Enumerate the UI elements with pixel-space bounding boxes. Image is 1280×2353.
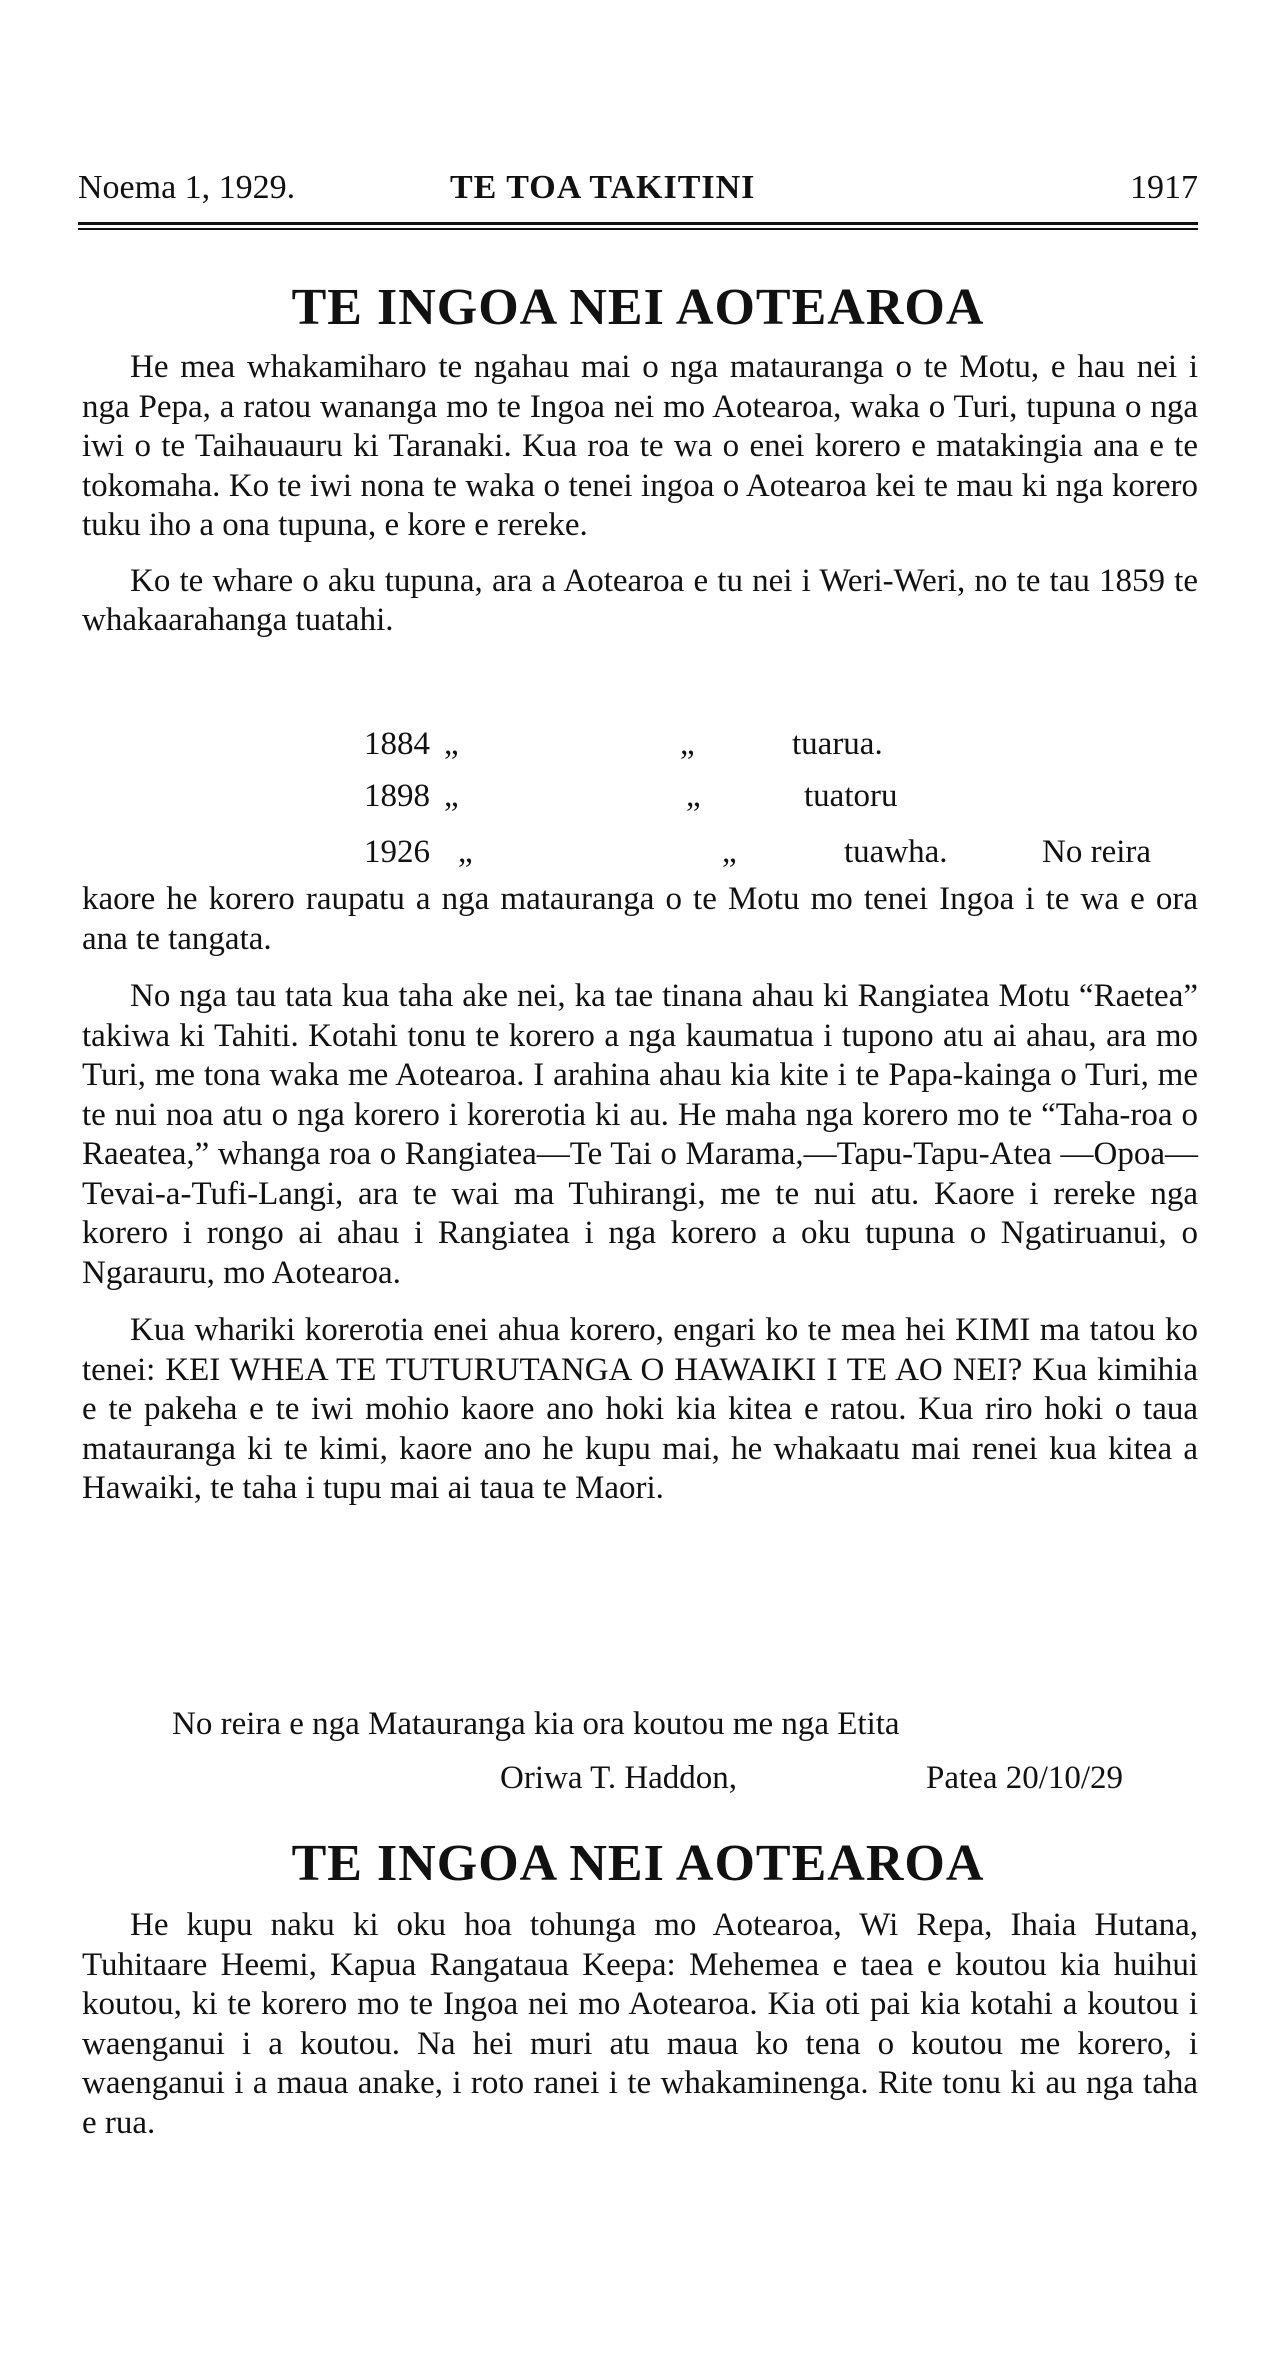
year-row-2: [82, 776, 1198, 816]
ditto-mark: „: [458, 834, 473, 870]
page-header: [78, 164, 1198, 212]
closing-line: No reira e nga Matauranga kia ora koutou me nga Etita: [172, 1706, 900, 1742]
article1-para4: No nga tau tata kua taha ake nei, ka tae tinana ahau ki Rangiatea Motu “Raetea” takiwa ki Tahiti. Kotahi tonu te korero a nga kaumatua i tupono atu ai ahau, ara mo Turi, me tona waka me Aotearoa. I arahina ahau kia kite i te Papa-kainga o Turi, me te nui noa atu o nga korero i korerotia ki au. He maha nga korero mo te “Taha-roa o Raeatea,” whanga roa o Rangiatea—Te Tai o Marama,—Tapu-Tapu-Atea —Opoa—Tevai-a-Tufi-Langi, ara te wai ma Tuhirangi, me te nui atu. Kaore i rereke nga korero i rongo ai ahau i Rangiatea i nga korero a oku tupuna o Ngatiruanui, o Ngarauru, mo Aotearoa.: [82, 978, 1198, 1291]
ditto-mark: „: [680, 726, 695, 762]
ditto-mark: „: [722, 834, 737, 870]
author-place-date: Patea 20/10/29: [926, 1760, 1124, 1796]
article1-body-bottom: [82, 880, 1198, 1523]
newspaper-title: TE TOA TAKITINI: [450, 169, 756, 206]
author-name: Oriwa T. Haddon,: [500, 1760, 738, 1796]
year-row-3: [82, 832, 1198, 872]
continuation-text: No reira: [1042, 834, 1152, 870]
ordinal-tuarua: tuarua.: [792, 726, 883, 762]
article2-title: TE INGOA NEI AOTEAROA: [291, 1835, 985, 1892]
year-1898: 1898: [364, 778, 430, 814]
issue-date: Noema 1, 1929.: [78, 169, 296, 206]
year-row-1: [82, 724, 1198, 764]
year-1884: 1884: [364, 726, 430, 762]
article2-para1: He kupu naku ki oku hoa tohunga mo Aotearoa, Wi Repa, Ihaia Hutana, Tuhitaare Heemi, Kapua Rangataua Keepa: Mehemea e taea e koutou kia huihui koutou, ki te korero mo te Ingoa nei mo Aotearoa. Kia oti pai kia kotahi a koutou i waenganui i a koutou. Na hei muri atu maua ko tena o koutou me korero, i waenganui i a maua anake, i roto ranei i te whakaminenga. Rite tonu ki au nga taha e rua.: [82, 1907, 1198, 2141]
ditto-mark: „: [444, 778, 459, 814]
article1-title: TE INGOA NEI AOTEAROA: [291, 279, 985, 336]
article1-para3: kaore he korero raupatu a nga matauranga o te Motu mo tenei Ingoa i te wa e ora ana te tangata.: [82, 881, 1198, 957]
ditto-mark: „: [686, 778, 701, 814]
article1-para1: He mea whakamiharo te ngahau mai o nga matauranga o te Motu, e hau nei i nga Pepa, a ratou wananga mo te Ingoa nei mo Aotearoa, waka o Turi, tupuna o nga iwi o te Taihauauru ki Taranaki. Kua roa te wa o enei korero e matakingia ana e te tokomaha. Ko te iwi nona te waka o tenei ingoa o Aotearoa kei te mau ki nga korero tuku iho a ona tupuna, e kore e rereke.: [82, 349, 1198, 543]
header-rule: [78, 222, 1198, 230]
ordinal-tuatoru: tuatoru: [804, 778, 898, 814]
article2-body: [82, 1906, 1198, 2143]
year-1926: 1926: [364, 834, 430, 870]
article1-para5: Kua whariki korerotia enei ahua korero, engari ko te mea hei KIMI ma tatou ko tenei: KEI WHEA TE TUTURUTANGA O HAWAIKI I TE AO NEI? Kua kimihia e te pakeha e te iwi mohio kaore ano hoki kia kitea e ratou. Kua riro hoki o taua matauranga ki te kimi, kaore ano he kupu mai, he whakaatu mai renei kua kitea a Hawaiki, te taha i tupu mai ai taua te Maori.: [82, 1312, 1198, 1506]
article1-body-top: [82, 348, 1198, 641]
ordinal-tuawha: tuawha.: [844, 834, 948, 870]
ditto-mark: „: [444, 726, 459, 762]
page-number: 1917: [1130, 169, 1198, 206]
article1-para2: Ko te whare o aku tupuna, ara a Aotearoa e tu nei i Weri-Weri, no te tau 1859 te whakaarahanga tuatahi.: [82, 562, 1198, 638]
